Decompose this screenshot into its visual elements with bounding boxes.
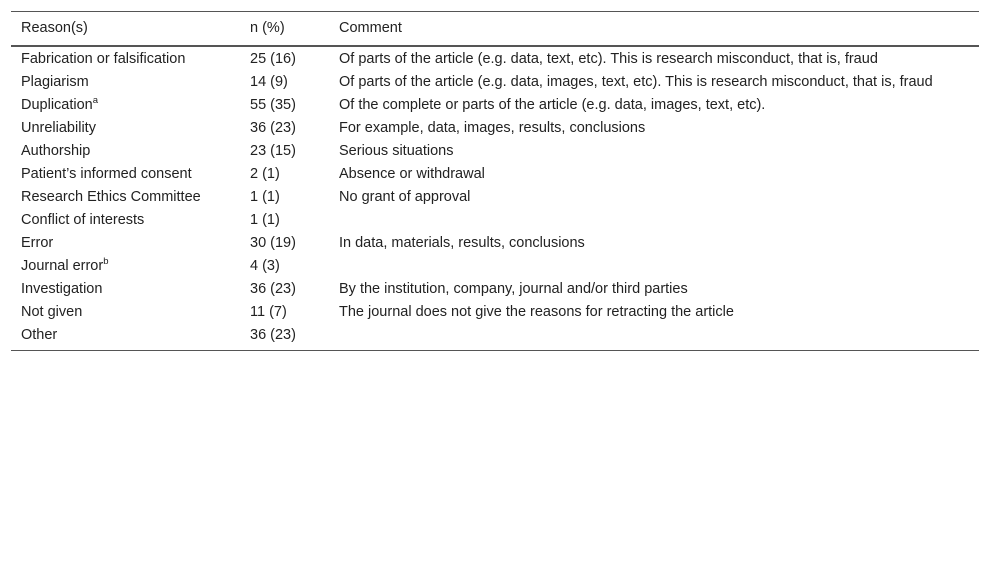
table-row — [11, 209, 979, 232]
header-comment: Comment — [339, 20, 402, 36]
reason-text: Investigation — [21, 281, 103, 297]
table-row — [11, 163, 979, 186]
table-row — [11, 186, 979, 209]
header-reasons: Reason(s) — [21, 20, 88, 36]
n-percent-cell: 14 (9) — [250, 74, 288, 90]
n-percent-cell: 1 (1) — [250, 212, 280, 228]
table-row — [11, 301, 979, 324]
table-row — [11, 278, 979, 301]
n-percent-cell: 25 (16) — [250, 51, 296, 67]
footnote-marker: a — [92, 95, 99, 107]
reason-cell — [11, 278, 240, 301]
reason-text: Authorship — [21, 143, 91, 159]
comment-cell — [329, 255, 979, 278]
n-percent-cell: 23 (15) — [250, 143, 296, 159]
n-percent-cell: 55 (35) — [250, 97, 296, 113]
reason-text: Duplication — [21, 97, 93, 113]
table-row — [11, 140, 979, 163]
n-percent-cell: 11 (7) — [250, 304, 287, 320]
table-row — [11, 255, 979, 278]
reason-text: Research Ethics Committee — [21, 189, 201, 205]
header-row — [11, 12, 979, 47]
comment-cell: For example, data, images, results, conclusions — [339, 120, 646, 136]
comment-cell: Absence or withdrawal — [339, 166, 485, 182]
comment-cell — [329, 209, 979, 232]
reason-cell — [11, 46, 240, 71]
comment-cell: Serious situations — [339, 143, 454, 159]
reason-cell — [11, 94, 240, 117]
n-percent-cell: 2 (1) — [250, 166, 280, 182]
table-header — [11, 12, 979, 47]
reason-cell — [11, 209, 240, 232]
retraction-reasons-table — [11, 11, 979, 351]
table-row — [11, 94, 979, 117]
comment-cell: Of the complete or parts of the article (e.g. data, images, text, etc). — [339, 97, 766, 113]
retraction-reasons-table-container — [11, 11, 979, 351]
footnote-marker: b — [103, 256, 109, 268]
reason-cell — [11, 324, 240, 351]
table-row — [11, 324, 979, 351]
reason-text: Journal error — [21, 258, 104, 274]
reason-text: Unreliability — [21, 120, 96, 136]
reason-cell — [11, 301, 240, 324]
reason-cell — [11, 186, 240, 209]
comment-cell: In data, materials, results, conclusions — [339, 235, 585, 251]
comment-cell: By the institution, company, journal and/or third parties — [339, 281, 688, 297]
comment-cell: The journal does not give the reasons for retracting the article — [339, 304, 734, 320]
reason-text: Other — [21, 327, 58, 343]
table-row — [11, 117, 979, 140]
comment-cell: Of parts of the article (e.g. data, text, etc). This is research misconduct, that is, fraud — [339, 51, 878, 67]
reason-text: Error — [21, 235, 54, 251]
header-n-percent: n (%) — [250, 20, 285, 36]
n-percent-cell: 1 (1) — [250, 189, 280, 205]
table-row — [11, 46, 979, 71]
table-row — [11, 71, 979, 94]
table-body — [11, 46, 979, 351]
reason-text: Plagiarism — [21, 74, 89, 90]
n-percent-cell: 4 (3) — [250, 258, 280, 274]
comment-cell: No grant of approval — [339, 189, 471, 205]
comment-cell: Of parts of the article (e.g. data, images, text, etc). This is research misconduct, that is, fraud — [339, 74, 933, 90]
reason-text: Not given — [21, 304, 83, 320]
reason-text: Patient’s informed consent — [21, 166, 192, 182]
n-percent-cell: 36 (23) — [250, 120, 296, 136]
table-row — [11, 232, 979, 255]
reason-cell — [11, 163, 240, 186]
reason-text: Fabrication or falsification — [21, 51, 186, 67]
comment-cell — [329, 324, 979, 351]
reason-text: Conflict of interests — [21, 212, 145, 228]
reason-cell — [11, 117, 240, 140]
reason-cell — [11, 71, 240, 94]
reason-cell — [11, 255, 240, 278]
reason-cell — [11, 140, 240, 163]
reason-cell — [11, 232, 240, 255]
n-percent-cell: 36 (23) — [250, 281, 296, 297]
n-percent-cell: 36 (23) — [250, 327, 296, 343]
n-percent-cell: 30 (19) — [250, 235, 296, 251]
